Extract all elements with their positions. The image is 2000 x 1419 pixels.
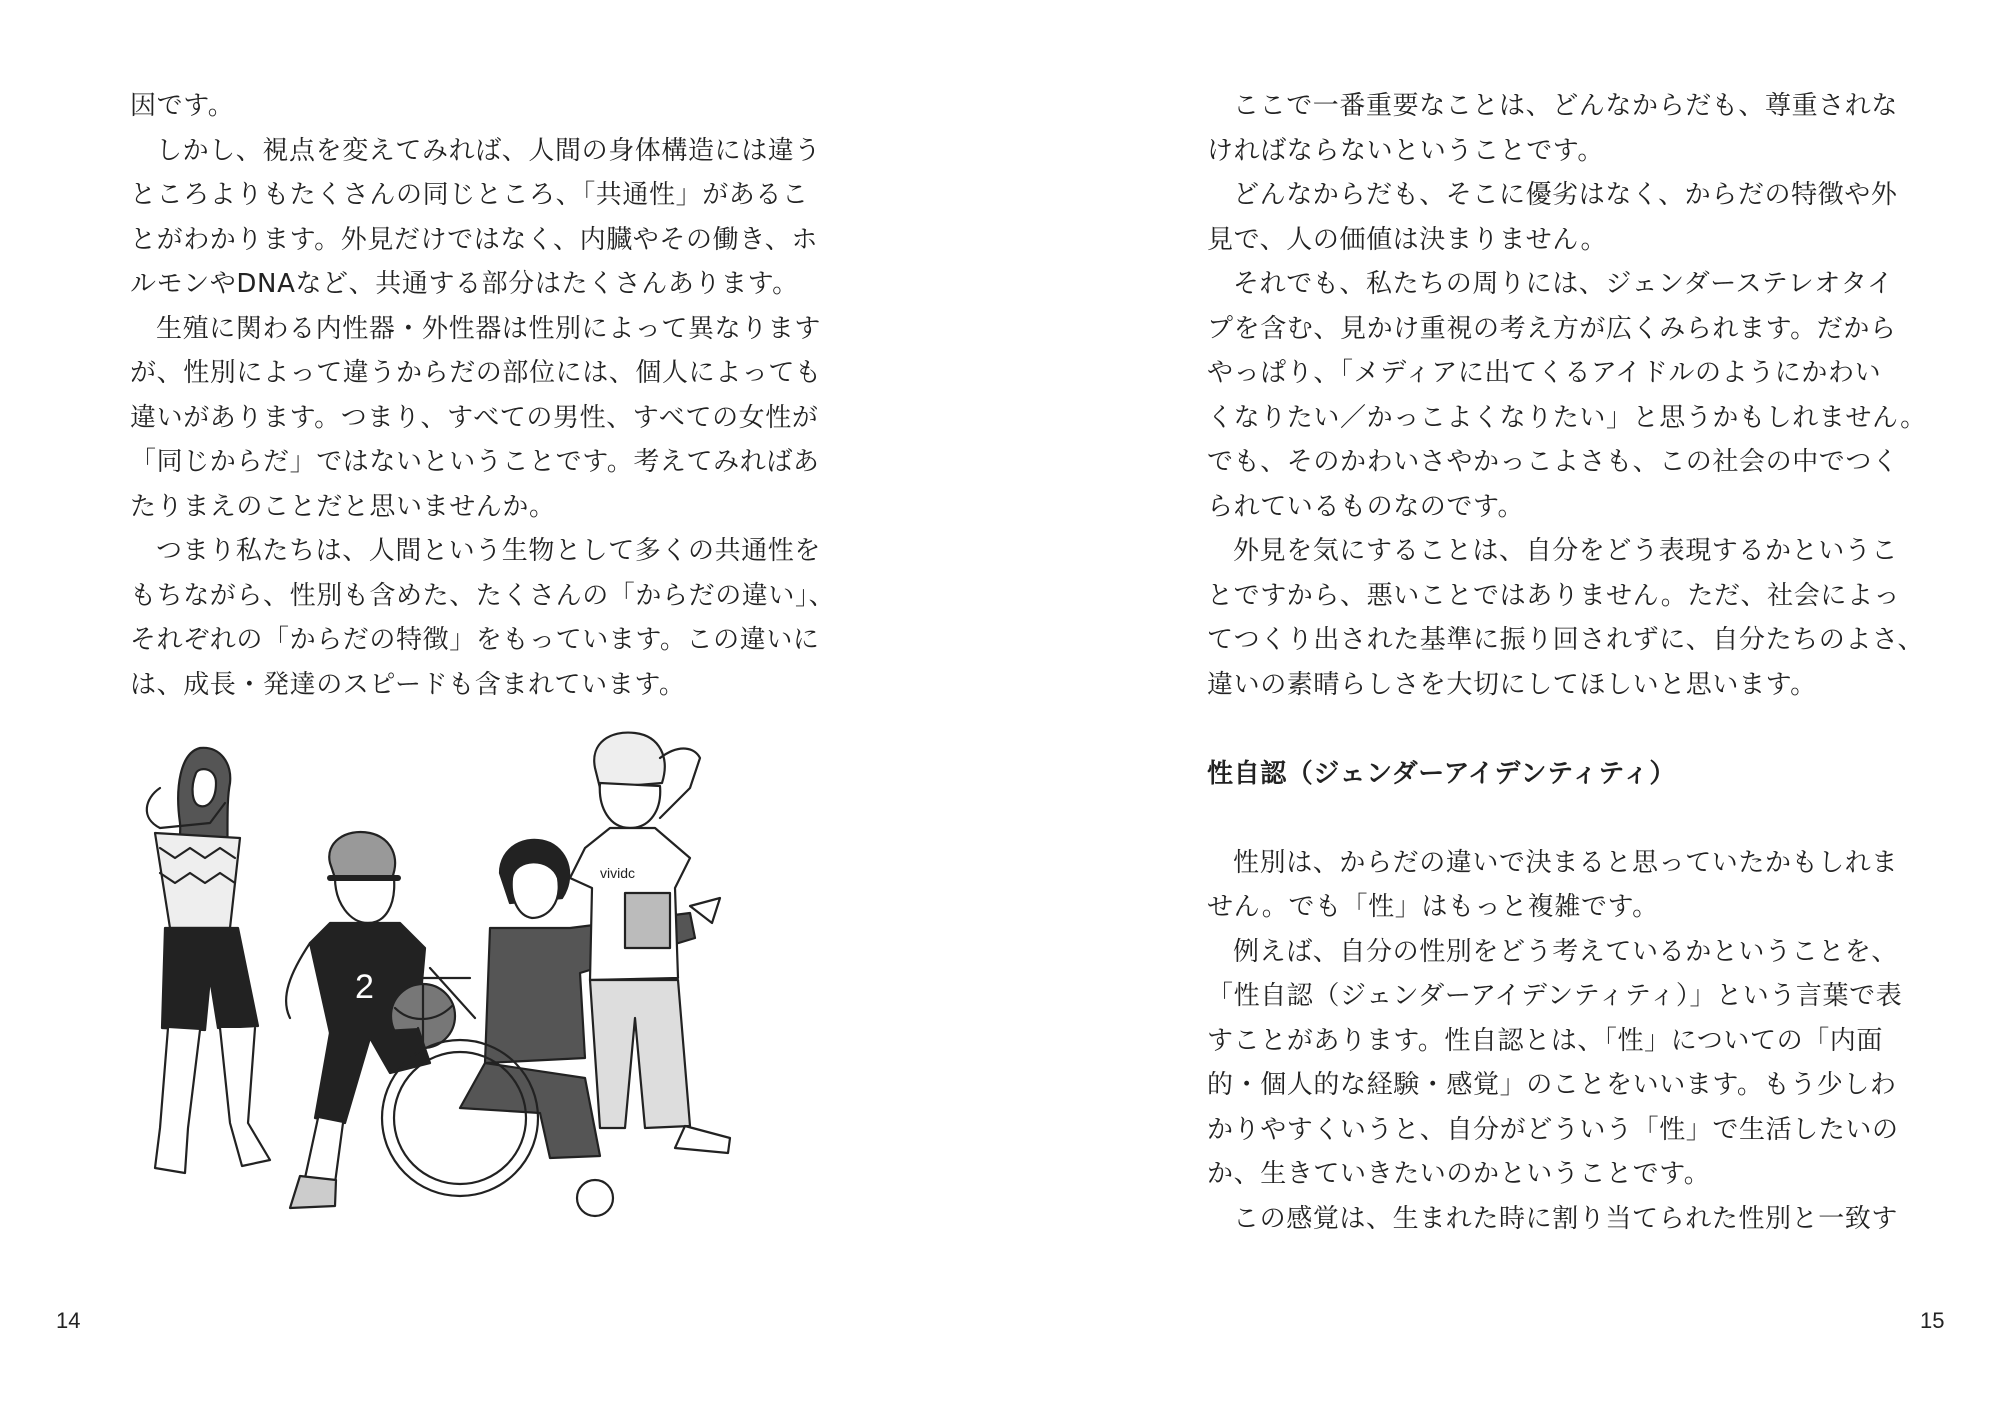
section-spacer <box>1207 796 1907 841</box>
body-line: すことがあります。性自認とは、「性」についての「内面 <box>1207 1025 1884 1056</box>
body-line: ければならないということです。 <box>1207 135 1604 166</box>
body-line: 「性自認（ジェンダーアイデンティティ）」という言葉で表 <box>1207 981 1903 1011</box>
body-line: とがわかります。外見だけではなく、内臓やその働き、ホ <box>130 224 818 255</box>
standing-person-figure <box>570 733 730 1153</box>
body-line: 違いの素晴らしさを大切にしてほしいと思います。 <box>1207 669 1817 700</box>
section-heading: 性自認（ジェンダーアイデンティティ） <box>1207 758 1676 789</box>
section-spacer <box>1207 707 1907 752</box>
body-line: か、生きていきたいのかということです。 <box>1207 1159 1711 1189</box>
people-illustration <box>130 728 790 1238</box>
body-line: 的・個人的な経験・感覚」のことをいいます。もう少しわ <box>1207 1070 1897 1100</box>
jersey-number: 2 <box>355 968 374 1006</box>
body-line: でも、そのかわいさやかっこよさも、この社会の中でつく <box>1207 447 1899 477</box>
body-line: やっぱり、「メディアに出てくるアイドルのようにかわい <box>1207 358 1882 388</box>
body-line: たりまえのことだと思いませんか。 <box>130 491 556 522</box>
body-line: が、性別によって違うからだの部位には、個人によっても <box>130 358 822 388</box>
body-line: とですから、悪いことではありません。ただ、社会によっ <box>1207 580 1901 611</box>
body-line: せん。でも「性」はもっと複雑です。 <box>1207 892 1659 922</box>
body-line: てつくり出された基準に振り回されずに、自分たちのよさ、 <box>1207 625 1925 655</box>
body-line: かりやすくいうと、自分がどういう「性」で生活したいの <box>1207 1114 1899 1145</box>
body-line: ところよりもたくさんの同じところ、「共通性」があるこ <box>130 180 809 210</box>
body-line: それぞれの「からだの特徴」をもっています。この違いに <box>130 625 820 655</box>
page-number-right: 15 <box>1920 1308 1945 1333</box>
body-line: 外見を気にすることは、自分をどう表現するかというこ <box>1233 536 1899 566</box>
body-line: この感覚は、生まれた時に割り当てられた性別と一致す <box>1233 1203 1899 1234</box>
body-line: 見で、人の価値は決まりません。 <box>1207 224 1608 255</box>
body-line: 「同じからだ」ではないということです。考えてみればあ <box>130 447 820 477</box>
body-line: 違いがあります。つまり、すべての男性、すべての女性が <box>130 402 819 433</box>
body-line: ルモンやDNAなど、共通する部分はたくさんあります。 <box>130 269 799 299</box>
body-line: しかし、視点を変えてみれば、人間の身体構造には違う <box>156 135 822 166</box>
left-body-text <box>130 84 836 707</box>
body-line: られているものなのです。 <box>1207 491 1525 522</box>
body-line: つまり私たちは、人間という生物として多くの共通性を <box>156 536 822 566</box>
stretching-person-figure <box>147 748 270 1173</box>
right-page <box>1000 0 2000 1419</box>
body-line: もちながら、性別も含めた、たくさんの「からだの違い」、 <box>130 580 836 611</box>
body-line: ここで一番重要なことは、どんなからだも、尊重されな <box>1233 91 1899 121</box>
body-line: 因です。 <box>130 91 235 121</box>
body-line: プを含む、見かけ重視の考え方が広くみられます。だから <box>1207 313 1897 344</box>
body-line: 例えば、自分の性別をどう考えているかということを、 <box>1233 936 1899 967</box>
body-line: 生殖に関わる内性器・外性器は性別によって異なります <box>156 313 822 344</box>
right-body-text <box>1207 84 1927 1241</box>
page-number-left: 14 <box>56 1308 81 1333</box>
basketball-player-figure <box>286 832 455 1208</box>
body-line: 性別は、からだの違いで決まると思っていたかもしれま <box>1233 847 1899 878</box>
body-line: それでも、私たちの周りには、ジェンダーステレオタイ <box>1233 269 1894 299</box>
body-line: どんなからだも、そこに優劣はなく、からだの特徴や外 <box>1233 180 1898 210</box>
body-line: くなりたい／かっこよくなりたい」と思うかもしれません。 <box>1207 402 1927 433</box>
shirt-print: vividc <box>600 865 636 881</box>
body-line: は、成長・発達のスピードも含まれています。 <box>130 669 686 700</box>
